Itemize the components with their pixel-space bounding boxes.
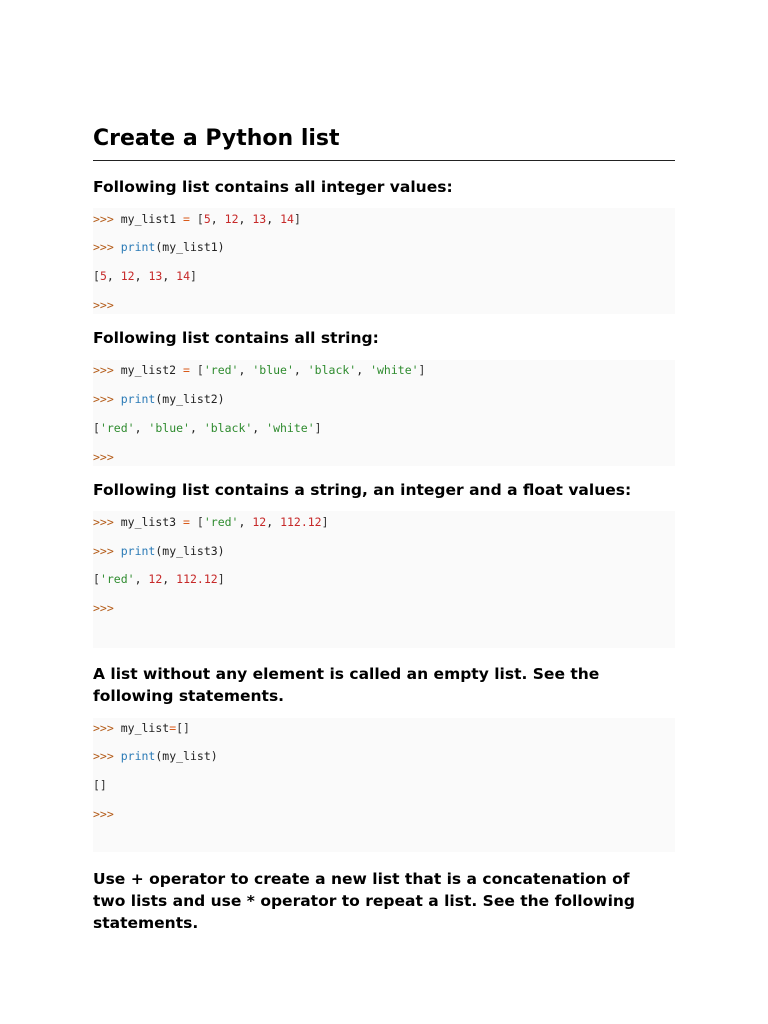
- section-heading-operators-line1: Use + operator to create a new list that is a concatenation of: [93, 870, 630, 888]
- section-heading-integers: Following list contains all integer values:: [93, 178, 453, 196]
- code-block-integers: [93, 208, 675, 314]
- code-line-output: ['red', 12, 112.12]: [93, 572, 225, 586]
- code-line-print: >>> print(my_list1): [93, 240, 225, 254]
- code-line-assign: >>> my_list=[]: [93, 721, 190, 735]
- section-heading-strings: Following list contains all string:: [93, 329, 379, 347]
- code-line-print: >>> print(my_list): [93, 749, 218, 763]
- section-heading-empty-line1: A list without any element is called an empty list. See the: [93, 665, 600, 683]
- code-line-prompt: >>>: [93, 298, 114, 312]
- code-block-strings: [93, 360, 675, 466]
- title-divider: [93, 160, 675, 161]
- code-line-print: >>> print(my_list3): [93, 544, 225, 558]
- code-line-output: []: [93, 778, 107, 792]
- code-line-print: >>> print(my_list2): [93, 392, 225, 406]
- section-heading-operators-line2: two lists and use * operator to repeat a list. See the following: [93, 892, 636, 910]
- code-block-empty: [93, 718, 675, 852]
- section-heading-operators-line3: statements.: [93, 914, 199, 932]
- code-line-assign: >>> my_list1 = [5, 12, 13, 14]: [93, 212, 301, 226]
- code-line-assign: >>> my_list2 = ['red', 'blue', 'black', 'white']: [93, 363, 426, 377]
- code-line-prompt: >>>: [93, 450, 114, 464]
- code-line-output: ['red', 'blue', 'black', 'white']: [93, 421, 322, 435]
- section-heading-mixed: Following list contains a string, an integer and a float values:: [93, 481, 632, 499]
- code-block-mixed: [93, 511, 675, 648]
- section-heading-empty-line2: following statements.: [93, 687, 285, 705]
- code-line-assign: >>> my_list3 = ['red', 12, 112.12]: [93, 515, 329, 529]
- code-line-output: [5, 12, 13, 14]: [93, 269, 197, 283]
- page-title: Create a Python list: [93, 126, 340, 151]
- code-line-prompt: >>>: [93, 601, 114, 615]
- code-line-prompt: >>>: [93, 807, 114, 821]
